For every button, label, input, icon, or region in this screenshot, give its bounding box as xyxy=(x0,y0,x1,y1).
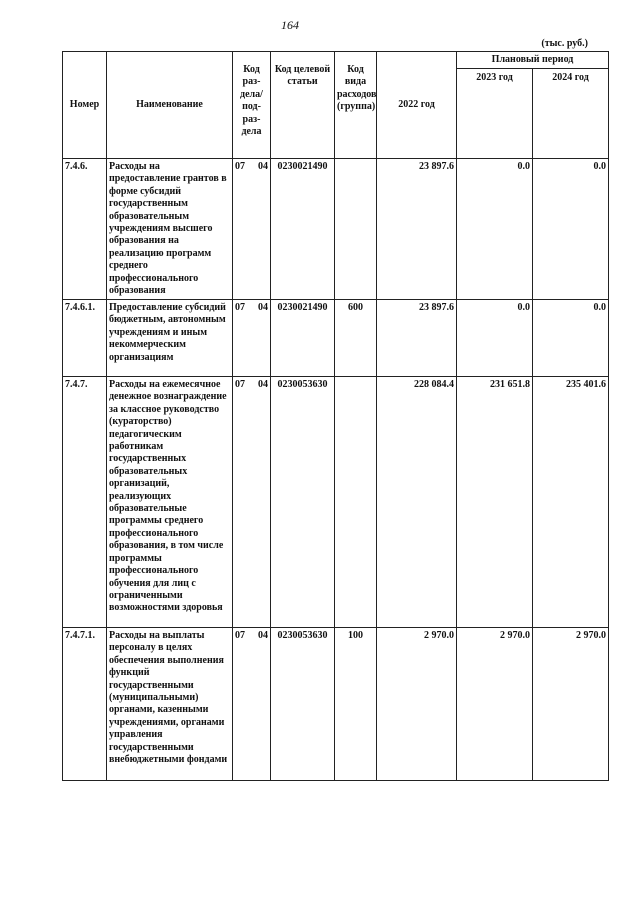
header-number: Номер xyxy=(63,52,107,159)
units-label: (тыс. руб.) xyxy=(541,38,588,49)
row-target-code: 0230053630 xyxy=(271,628,335,781)
section-code: 07 xyxy=(235,161,245,172)
row-name: Расходы на выплаты персоналу в целях обеспечения выполнения функций государственными (муниципальными) органами, казенными учреждениями, органами управления государственными внебюджетными фондами xyxy=(107,628,233,781)
row-section-code xyxy=(233,377,271,628)
table-row xyxy=(63,377,609,628)
row-target-code: 0230053630 xyxy=(271,377,335,628)
row-amount-2022: 228 084.4 xyxy=(377,377,457,628)
row-amount-2022: 23 897.6 xyxy=(377,159,457,300)
header-year-2023: 2023 год xyxy=(457,69,533,159)
row-section-code xyxy=(233,628,271,781)
row-name: Расходы на предоставление грантов в форме субсидий государственным образовательным учреждениям высшего образования на реализацию программ среднего профессионального образования xyxy=(107,159,233,300)
row-number: 7.4.6.1. xyxy=(63,300,107,377)
header-expense-code: Код вида расходов (группа) xyxy=(335,52,377,159)
row-number: 7.4.7.1. xyxy=(63,628,107,781)
subsection-code: 04 xyxy=(258,379,268,390)
row-amount-2024: 0.0 xyxy=(533,300,609,377)
row-number: 7.4.7. xyxy=(63,377,107,628)
header-year-2024: 2024 год xyxy=(533,69,609,159)
section-code: 07 xyxy=(235,630,245,641)
row-amount-2022: 23 897.6 xyxy=(377,300,457,377)
row-amount-2023: 231 651.8 xyxy=(457,377,533,628)
row-amount-2023: 2 970.0 xyxy=(457,628,533,781)
header-planned-period: Плановый период xyxy=(457,52,609,69)
row-expense-code xyxy=(335,159,377,300)
row-amount-2023: 0.0 xyxy=(457,300,533,377)
row-amount-2024: 0.0 xyxy=(533,159,609,300)
header-name: Наименование xyxy=(107,52,233,159)
table-row xyxy=(63,159,609,300)
page-number: 164 xyxy=(281,18,299,32)
row-name: Предоставление субсидий бюджетным, автономным учреждениям и иным некоммерческим организациям xyxy=(107,300,233,377)
row-amount-2022: 2 970.0 xyxy=(377,628,457,781)
row-name: Расходы на ежемесячное денежное вознаграждение за классное руководство (кураторство) педагогическим работникам государственных образовательных организаций, реализующих образовательные программы среднего профессионального образования, в том числе программы профессионального обучения для лиц с ограниченными возможностями здоровья xyxy=(107,377,233,628)
row-number: 7.4.6. xyxy=(63,159,107,300)
section-code: 07 xyxy=(235,302,245,313)
subsection-code: 04 xyxy=(258,161,268,172)
table-row xyxy=(63,628,609,781)
row-target-code: 0230021490 xyxy=(271,159,335,300)
budget-table xyxy=(62,51,609,781)
row-section-code xyxy=(233,300,271,377)
row-amount-2023: 0.0 xyxy=(457,159,533,300)
subsection-code: 04 xyxy=(258,630,268,641)
subsection-code: 04 xyxy=(258,302,268,313)
row-amount-2024: 235 401.6 xyxy=(533,377,609,628)
row-expense-code: 100 xyxy=(335,628,377,781)
row-expense-code: 600 xyxy=(335,300,377,377)
section-code: 07 xyxy=(235,379,245,390)
row-amount-2024: 2 970.0 xyxy=(533,628,609,781)
row-target-code: 0230021490 xyxy=(271,300,335,377)
row-expense-code xyxy=(335,377,377,628)
row-section-code xyxy=(233,159,271,300)
header-year-2022: 2022 год xyxy=(377,52,457,159)
header-section-code: Код раз-дела/ под-раз-дела xyxy=(233,52,271,159)
table-row xyxy=(63,300,609,377)
header-target-code: Код целевой статьи xyxy=(271,52,335,159)
